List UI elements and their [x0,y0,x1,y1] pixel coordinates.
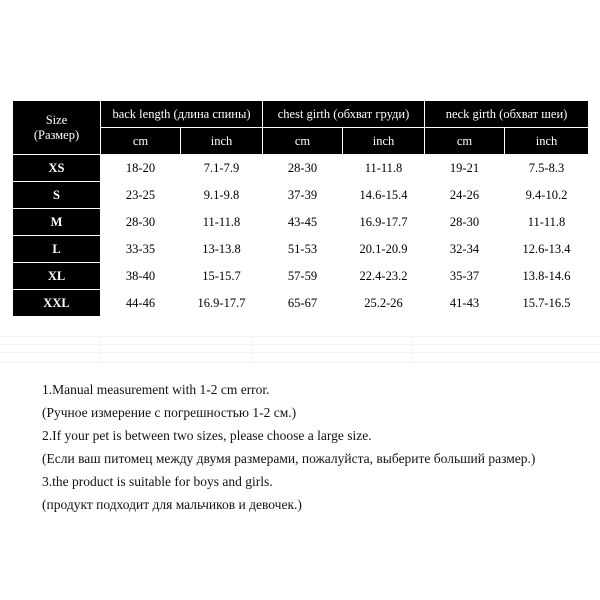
cell-back-inch: 7.1-7.9 [181,155,263,182]
cell-chest-cm: 65-67 [263,290,343,317]
table-row [13,182,589,209]
row-size-label: XS [13,155,101,182]
cell-back-inch: 9.1-9.8 [181,182,263,209]
header-unit-neck-cm: cm [425,128,505,155]
note-line: 3.the product is suitable for boys and girls. [42,474,273,489]
table-header-groups [13,101,589,128]
cell-back-inch: 11-11.8 [181,209,263,236]
corner-label-line2: (Размер) [33,127,80,142]
table-row [13,236,589,263]
cell-back-cm: 28-30 [101,209,181,236]
vline-decoration [252,336,253,364]
note-line: 1.Manual measurement with 1-2 cm error. [42,382,270,397]
cell-neck-inch: 7.5-8.3 [505,155,589,182]
cell-neck-inch: 13.8-14.6 [505,263,589,290]
cell-neck-inch: 12.6-13.4 [505,236,589,263]
cell-neck-cm: 32-34 [425,236,505,263]
cell-neck-cm: 28-30 [425,209,505,236]
cell-back-inch: 15-15.7 [181,263,263,290]
cell-chest-inch: 20.1-20.9 [343,236,425,263]
cell-neck-cm: 41-43 [425,290,505,317]
row-size-label: XL [13,263,101,290]
table-row [13,155,589,182]
header-unit-chest-cm: cm [263,128,343,155]
row-size-label: S [13,182,101,209]
size-table-container [12,100,588,317]
cell-back-cm: 44-46 [101,290,181,317]
header-unit-back-inch: inch [181,128,263,155]
cell-chest-cm: 43-45 [263,209,343,236]
table-row [13,209,589,236]
row-size-label: M [13,209,101,236]
hairline-decoration [0,352,600,353]
header-group-back-length: back length (длина спины) [101,101,263,128]
cell-chest-inch: 11-11.8 [343,155,425,182]
table-row [13,263,589,290]
cell-back-inch: 16.9-17.7 [181,290,263,317]
vline-decoration [100,336,101,364]
notes-block [42,378,562,516]
cell-neck-inch: 15.7-16.5 [505,290,589,317]
cell-chest-inch: 16.9-17.7 [343,209,425,236]
size-table [12,100,589,317]
note-line: 2.If your pet is between two sizes, please choose a large size. [42,428,372,443]
cell-chest-inch: 25.2-26 [343,290,425,317]
cell-chest-cm: 51-53 [263,236,343,263]
cell-back-cm: 33-35 [101,236,181,263]
cell-back-cm: 18-20 [101,155,181,182]
table-row [13,290,589,317]
vline-decoration [412,336,413,364]
cell-neck-cm: 35-37 [425,263,505,290]
row-size-label: XXL [13,290,101,317]
cell-back-inch: 13-13.8 [181,236,263,263]
cell-chest-cm: 57-59 [263,263,343,290]
row-size-label: L [13,236,101,263]
cell-back-cm: 38-40 [101,263,181,290]
cell-neck-inch: 9.4-10.2 [505,182,589,209]
hairline-decoration [0,362,600,363]
header-group-chest-girth: chest girth (обхват груди) [263,101,425,128]
cell-chest-cm: 37-39 [263,182,343,209]
note-line: (Ручное измерение с погрешностью 1-2 см.) [42,405,297,420]
cell-chest-inch: 22.4-23.2 [343,263,425,290]
cell-chest-inch: 14.6-15.4 [343,182,425,209]
header-unit-back-cm: cm [101,128,181,155]
cell-neck-inch: 11-11.8 [505,209,589,236]
header-unit-neck-inch: inch [505,128,589,155]
note-line: (продукт подходит для мальчиков и девочек.) [42,497,302,512]
cell-chest-cm: 28-30 [263,155,343,182]
hairline-decoration [0,344,600,345]
corner-label-line1: Size [45,113,68,128]
header-group-neck-girth: neck girth (обхват шеи) [425,101,589,128]
header-size-corner [13,101,101,155]
hairline-decoration [0,336,600,337]
header-unit-chest-inch: inch [343,128,425,155]
note-line: (Если ваш питомец между двумя размерами, пожалуйста, выберите больший размер.) [42,451,536,466]
cell-back-cm: 23-25 [101,182,181,209]
cell-neck-cm: 24-26 [425,182,505,209]
cell-neck-cm: 19-21 [425,155,505,182]
